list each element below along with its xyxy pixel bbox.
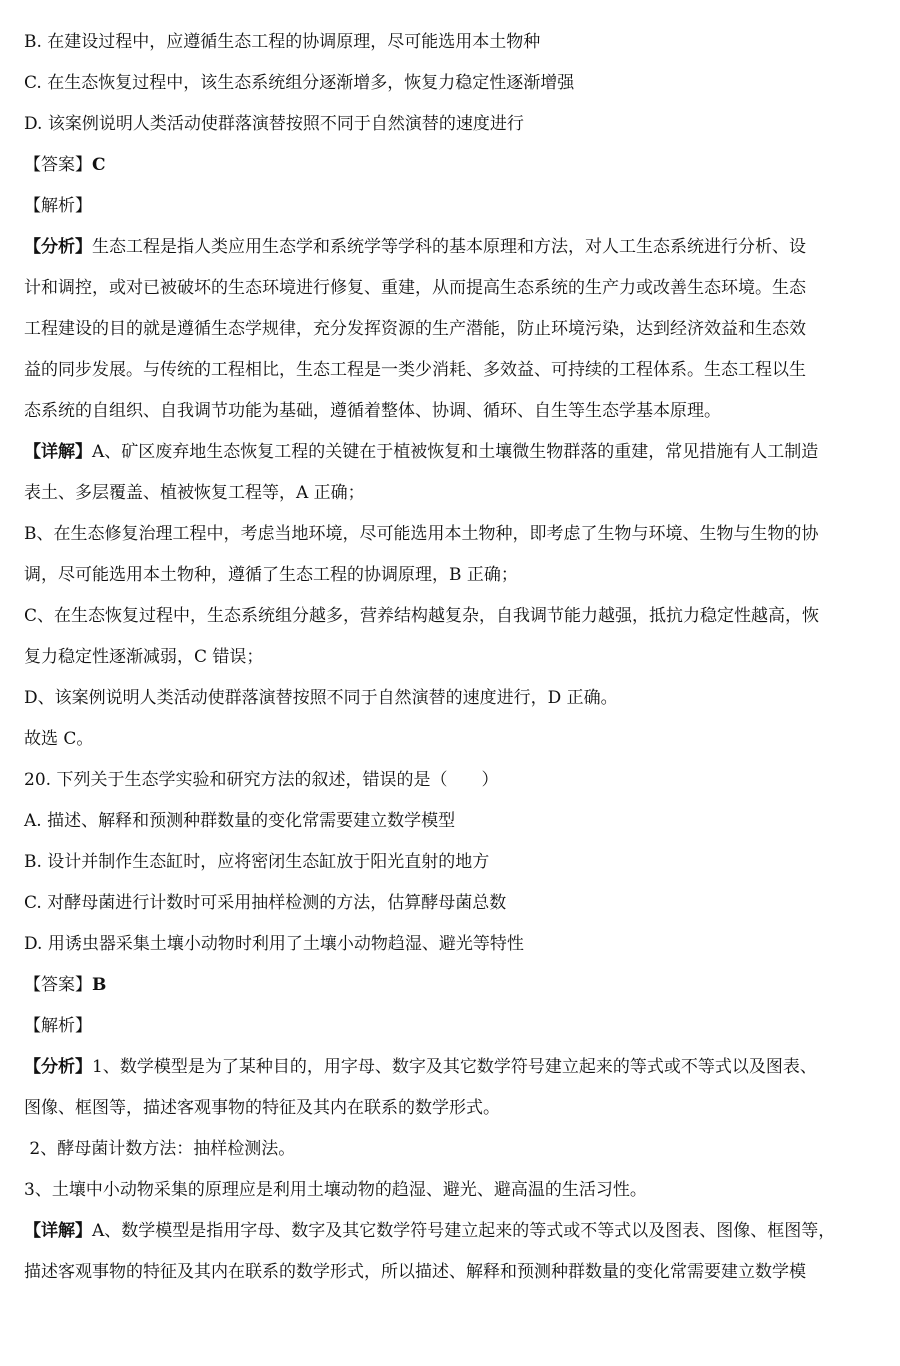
- answer-tag: 【答案】: [24, 155, 92, 175]
- q19-detail-line: 表土、多层覆盖、植被恢复工程等，A 正确；: [24, 483, 365, 503]
- answer-tag: 【答案】: [24, 975, 92, 995]
- q20-option-d: D. 用诱虫器采集土壤小动物时利用了土壤小动物趋湿、避光等特性: [24, 934, 524, 954]
- q20-analysis-line: 2、酵母菌计数方法：抽样检测法。: [24, 1139, 296, 1159]
- q19-option-b: B. 在建设过程中，应遵循生态工程的协调原理，尽可能选用本土物种: [24, 32, 541, 52]
- q20-answer: [24, 973, 882, 997]
- q20-option-b: B. 设计并制作生态缸时，应将密闭生态缸放于阳光直射的地方: [24, 852, 490, 872]
- q20-analysis-line: 图像、框图等，描述客观事物的特征及其内在联系的数学形式。: [24, 1098, 500, 1118]
- q19-detail-line: C、在生态恢复过程中，生态系统组分越多，营养结构越复杂，自我调节能力越强，抵抗力稳定性越高，恢: [24, 606, 820, 626]
- analysis-tag: 【分析】: [24, 1057, 92, 1077]
- q20-option-c: C. 对酵母菌进行计数时可采用抽样检测的方法，估算酵母菌总数: [24, 893, 507, 913]
- q20-detail-line: 描述客观事物的特征及其内在联系的数学形式，所以描述、解释和预测种群数量的变化常需要建立数学模: [24, 1262, 806, 1282]
- analysis-text: 生态工程是指人类应用生态学和系统学等学科的基本原理和方法，对人工生态系统进行分析、设: [92, 237, 806, 257]
- q20-detail-line: [24, 1219, 882, 1243]
- analysis-text: 1、数学模型是为了某种目的，用字母、数字及其它数学符号建立起来的等式或不等式以及图表、: [92, 1057, 817, 1077]
- q19-answer: [24, 153, 882, 177]
- q19-analysis-line: 益的同步发展。与传统的工程相比，生态工程是一类少消耗、多效益、可持续的工程体系。生态工程以生: [24, 360, 806, 380]
- q19-conclusion: 故选 C。: [24, 729, 94, 749]
- detail-text: A、数学模型是指用字母、数字及其它数学符号建立起来的等式或不等式以及图表、图像、框图等，: [92, 1221, 836, 1241]
- analysis-tag: 【分析】: [24, 237, 92, 257]
- detail-tag: 【详解】: [24, 1221, 92, 1241]
- q19-detail-line: 复力稳定性逐渐减弱，C 错误；: [24, 647, 264, 667]
- q19-analysis-line: 工程建设的目的就是遵循生态学规律，充分发挥资源的生产潜能，防止环境污染，达到经济效益和生态效: [24, 319, 806, 339]
- q19-option-d: D. 该案例说明人类活动使群落演替按照不同于自然演替的速度进行: [24, 114, 524, 134]
- answer-value: C: [92, 155, 106, 175]
- detail-tag: 【详解】: [24, 442, 92, 462]
- q19-analysis-line: 计和调控，或对已被破坏的生态环境进行修复、重建，从而提高生态系统的生产力或改善生态环境。生态: [24, 278, 806, 298]
- q19-option-c: C. 在生态恢复过程中，该生态系统组分逐渐增多，恢复力稳定性逐渐增强: [24, 73, 575, 93]
- q20-jiexi-heading: 【解析】: [24, 1016, 92, 1036]
- q19-detail-line: 调，尽可能选用本土物种，遵循了生态工程的协调原理，B 正确；: [24, 565, 518, 585]
- q19-analysis-line: 态系统的自组织、自我调节功能为基础，遵循着整体、协调、循环、自生等生态学基本原理。: [24, 401, 721, 421]
- q20-analysis-line: 3、土壤中小动物采集的原理应是利用土壤动物的趋湿、避光、避高温的生活习性。: [24, 1180, 647, 1200]
- q19-analysis-line: [24, 235, 882, 259]
- q20-analysis-line: [24, 1055, 882, 1079]
- answer-value: B: [92, 975, 107, 995]
- q20-stem: 20. 下列关于生态学实验和研究方法的叙述，错误的是（ ）: [24, 770, 499, 790]
- q19-detail-line: [24, 440, 882, 464]
- q19-detail-line: B、在生态修复治理工程中，考虑当地环境，尽可能选用本土物种，即考虑了生物与环境、生物与生物的协: [24, 524, 819, 544]
- detail-text: A、矿区废弃地生态恢复工程的关键在于植被恢复和土壤微生物群落的重建，常见措施有人工制造: [92, 442, 819, 462]
- q19-detail-line: D、该案例说明人类活动使群落演替按照不同于自然演替的速度进行，D 正确。: [24, 688, 618, 708]
- q19-jiexi-heading: 【解析】: [24, 196, 92, 216]
- q20-option-a: A. 描述、解释和预测种群数量的变化常需要建立数学模型: [24, 811, 456, 831]
